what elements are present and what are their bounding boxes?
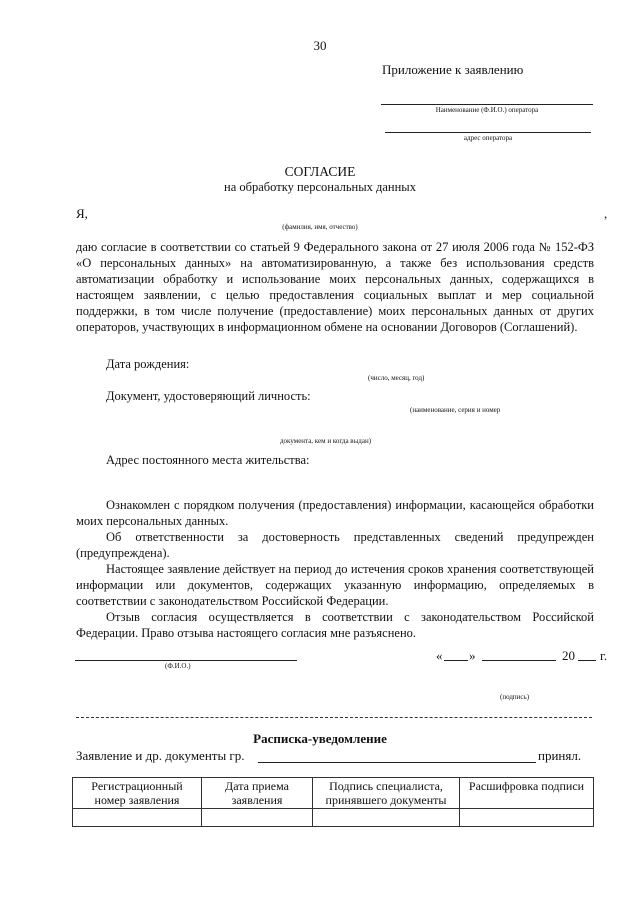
receipt-title: Расписка-уведомление [253, 731, 387, 746]
fio-caption: (фамилия, имя, отчество) [282, 223, 358, 231]
birth-date-label: Дата рождения: [106, 357, 190, 371]
cut-line-divider [76, 717, 592, 718]
appendix-label: Приложение к заявлению [382, 62, 524, 77]
signature-fio-caption: (Ф.И.О.) [165, 662, 191, 670]
table-row [73, 809, 594, 827]
address-label: Адрес постоянного места жительства: [106, 453, 310, 467]
signature-caption: (подпись) [500, 693, 530, 701]
operator-name-caption: Наименование (Ф.И.О.) оператора [435, 106, 539, 114]
date-close-quote: » [469, 648, 476, 663]
cell-registration-number[interactable] [73, 809, 202, 827]
ya-label: Я, [76, 206, 88, 221]
identity-document-label: Документ, удостоверяющий личность: [106, 389, 311, 403]
paragraph-validity: Настоящее заявление действует на период до истечения сроков хранения соответствующей информации или документов, содержащих указанную информацию, определяемых в соответствии с законодательством Российской Федерации. [76, 562, 594, 608]
receipt-accepted: принял. [538, 748, 582, 763]
receipt-line-label: Заявление и др. документы гр. [76, 748, 245, 763]
paragraph-responsibility: Об ответственности за достоверность представленных сведений предупрежден (предупреждена). [76, 530, 594, 560]
document-subtitle: на обработку персональных данных [224, 180, 416, 194]
header-signature-decoding: Расшифровка подписи [460, 778, 594, 809]
cell-specialist-signature[interactable] [313, 809, 460, 827]
date-year-suffix: г. [600, 648, 608, 663]
operator-address-line[interactable] [385, 132, 591, 133]
birth-date-caption: (число, месяц, год) [368, 374, 425, 382]
date-month-line[interactable] [482, 660, 556, 661]
identity-document-caption-2: документа, кем и когда выдан) [280, 437, 372, 445]
cell-receipt-date[interactable] [202, 809, 313, 827]
fio-trailing-comma: , [604, 206, 608, 221]
date-year-prefix: 20 [562, 648, 575, 663]
consent-paragraph: даю согласие в соответствии со статьей 9 Федерального закона от 27 июля 2006 года № 152-ФЗ «О персональных данных» на автоматизированную, а также без использования средств автоматизации обработку и использование моих персональных данных, содержащихся в настоящем заявлении, с целью предоставления социальных выплат и мер социальной поддержки, в том числе получение (предоставление) моих персональных данных от других операторов, участвующих в информационном обмене на основании Договоров (Соглашений). [76, 240, 594, 334]
document-title: СОГЛАСИЕ [284, 164, 356, 179]
receipt-table [72, 777, 594, 827]
receipt-name-line[interactable] [258, 762, 536, 763]
operator-name-line[interactable] [381, 104, 593, 105]
cell-signature-decoding[interactable] [460, 809, 594, 827]
date-year-line[interactable] [578, 660, 596, 661]
identity-document-caption-1: (наименование, серия и номер [410, 406, 501, 414]
header-specialist-signature: Подпись специалиста, принявшего документы [313, 778, 460, 809]
signature-fio-line[interactable] [75, 660, 297, 661]
paragraph-acquainted: Ознакомлен с порядком получения (предоставления) информации, касающейся обработки моих персональных данных. [76, 498, 594, 528]
operator-address-caption: адрес оператора [463, 134, 513, 142]
header-registration-number: Регистрационный номер заявления [73, 778, 202, 809]
page-number: 30 [313, 38, 327, 53]
header-receipt-date: Дата приема заявления [202, 778, 313, 809]
paragraph-revocation: Отзыв согласия осуществляется в соответствии с законодательством Российской Федерации. Право отзыва настоящего согласия мне разъяснено. [76, 610, 594, 640]
table-header-row [73, 778, 594, 809]
fio-input-line[interactable] [92, 220, 598, 221]
date-open-quote: « [436, 648, 443, 663]
date-day-line[interactable] [444, 660, 468, 661]
